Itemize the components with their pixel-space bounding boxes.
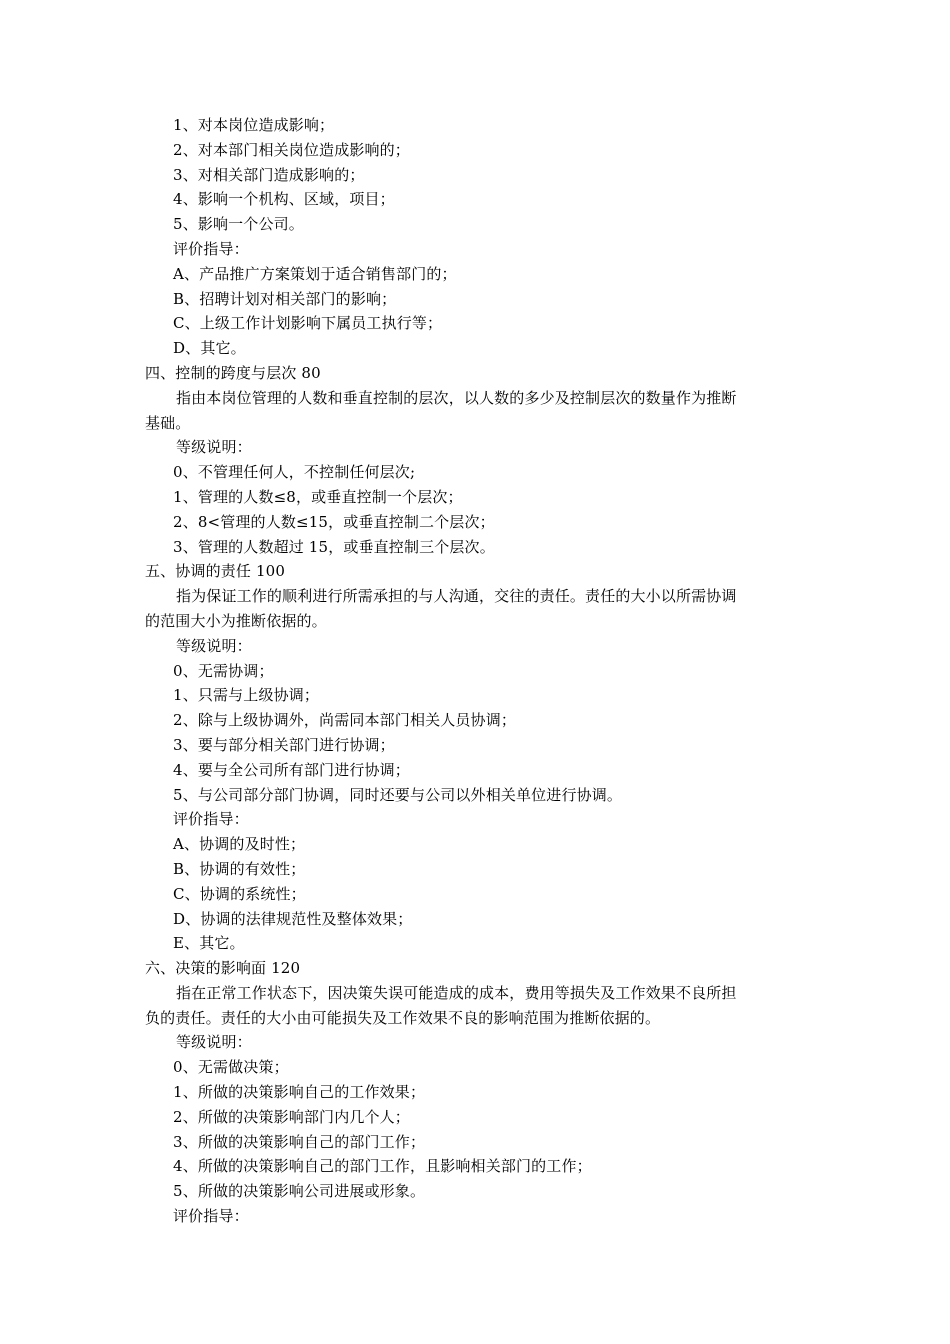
text-line: C、上级工作计划影响下属员工执行等； (173, 314, 443, 333)
text-line: 0、不管理任何人，不控制任何层次; (173, 463, 416, 482)
text-line: 的范围大小为推断依据的。 (145, 611, 327, 630)
text-line: 等级说明： (176, 636, 252, 655)
text-line: 5、所做的决策影响公司进展或形象。 (173, 1182, 426, 1201)
text-line: 1、所做的决策影响自己的工作效果； (173, 1083, 426, 1102)
text-line: 四、控制的跨度与层次 80 (145, 363, 321, 382)
text-line: 指在正常工作状态下，因决策失误可能造成的成本，费用等损失及工作效果不良所担 (176, 983, 737, 1002)
text-line: 指由本岗位管理的人数和垂直控制的层次，以人数的多少及控制层次的数量作为推断 (176, 388, 737, 407)
text-line: A、协调的及时性； (173, 835, 306, 854)
text-line: 4、要与全公司所有部门进行协调； (173, 760, 410, 779)
text-line: B、协调的有效性； (173, 859, 306, 878)
document-page (0, 113, 950, 1229)
text-line: 负的责任。责任的大小由可能损失及工作效果不良的影响范围为推断依据的。 (145, 1008, 661, 1027)
text-line: C、协调的系统性； (173, 884, 306, 903)
text-line: 指为保证工作的顺利进行所需承担的与人沟通，交往的责任。责任的大小以所需协调 (176, 587, 737, 606)
text-line: D、其它。 (173, 339, 246, 358)
text-line: 2、所做的决策影响部门内几个人； (173, 1107, 410, 1126)
text-line: 评价指导： (173, 810, 249, 829)
text-line: 1、对本岗位造成影响； (173, 116, 335, 134)
text-line: 3、要与部分相关部门进行协调； (173, 735, 395, 754)
text-line: 2、8<管理的人数≤15，或垂直控制二个层次； (173, 512, 495, 531)
text-line: 5、影响一个公司。 (173, 215, 304, 234)
text-line: 4、所做的决策影响自己的部门工作，且影响相关部门的工作； (173, 1157, 592, 1176)
text-line: 3、管理的人数超过 15，或垂直控制三个层次。 (173, 537, 495, 556)
text-line: 评价指导： (173, 239, 249, 258)
text-line: B、招聘计划对相关部门的影响； (173, 289, 397, 308)
text-line: 2、对本部门相关岗位造成影响的； (173, 140, 410, 159)
text-line: A、产品推广方案策划于适合销售部门的； (173, 264, 457, 283)
document-body (0, 113, 950, 1229)
text-line: 基础。 (145, 413, 191, 432)
text-line: D、协调的法律规范性及整体效果； (173, 909, 413, 928)
text-line: 1、管理的人数≤8，或垂直控制一个层次； (173, 487, 463, 506)
text-line: 六、决策的影响面 120 (145, 959, 301, 978)
text-line: 3、所做的决策影响自己的部门工作； (173, 1132, 426, 1151)
text-line: 0、无需协调； (173, 661, 274, 680)
text-line: 等级说明： (176, 1033, 252, 1052)
text-line: 0、无需做决策； (173, 1058, 289, 1077)
text-line: 5、与公司部分部门协调，同时还要与公司以外相关单位进行协调。 (173, 785, 623, 804)
text-line: 等级说明： (176, 438, 252, 457)
text-line: E、其它。 (173, 934, 245, 953)
text-line: 2、除与上级协调外，尚需同本部门相关人员协调； (173, 711, 516, 730)
text-line: 1、只需与上级协调； (173, 686, 320, 705)
text-line: 4、影响一个机构、区域，项目； (173, 190, 395, 209)
text-line: 五、协调的责任 100 (145, 562, 286, 581)
text-line: 3、对相关部门造成影响的； (173, 165, 365, 184)
text-line: 评价指导： (173, 1207, 249, 1226)
